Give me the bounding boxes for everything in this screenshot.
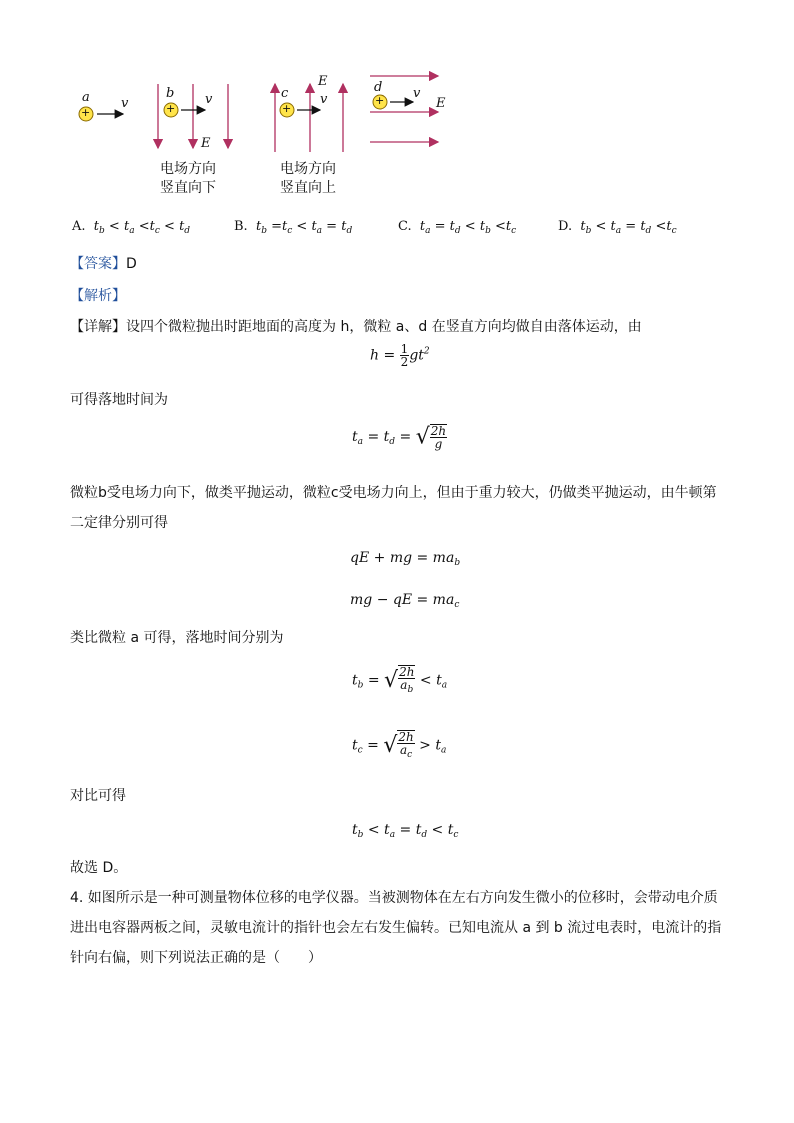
option-b[interactable] (234, 219, 352, 236)
eq2-den: g (434, 437, 443, 451)
option-c-s3: b (485, 226, 491, 236)
option-b-op1: = (266, 219, 282, 234)
option-c-t4: t (505, 219, 512, 234)
eq2-mid: t (383, 429, 390, 445)
option-a-s3: c (154, 226, 160, 236)
option-d-s2: a (615, 226, 622, 236)
analogy-line: 类比微粒 a 可得，落地时间分别为 (70, 630, 284, 646)
option-c-t2: t (449, 219, 455, 234)
eq6-den: a (399, 743, 408, 757)
option-c[interactable] (398, 219, 516, 236)
label-E-up: E (318, 74, 328, 89)
eq6-rhs: t (435, 737, 442, 754)
eq6-num: 2h (398, 730, 414, 744)
eq6-sqrt-sign: √ (383, 733, 398, 758)
para2-line2: 二定律分别可得 (70, 515, 168, 531)
q4-line1: 4. 如图所示是一种可测量物体位移的电学仪器。当被测物体在左右方向发生微小的位移时，会带动电介质 (70, 890, 718, 906)
label-d: d (374, 80, 383, 95)
eq6-lhs-sub: c (357, 745, 363, 756)
label-v-b: v (205, 92, 213, 107)
detail-text-1: 设四个微粒抛出时距地面的高度为 h，微粒 a、d 在竖直方向均做自由落体运动，由 (126, 319, 642, 335)
option-a-op2: < (134, 219, 150, 234)
detail-label: 【详解】 (70, 319, 126, 335)
eq5-den-sub: b (407, 685, 414, 695)
eq2-lhs: t (352, 429, 358, 445)
option-a-op1: < (104, 219, 124, 234)
caption-down-line2: 竖直向下 (160, 180, 216, 196)
detail-line (70, 317, 642, 337)
option-b-t2: t (281, 219, 288, 234)
option-a-s1: b (99, 226, 105, 236)
option-d-t3: t (640, 219, 646, 234)
eq2-num: 2h (430, 424, 447, 438)
option-a-t1: t (93, 219, 100, 234)
option-a-op3: < (159, 219, 180, 234)
option-c-s1: a (425, 226, 431, 236)
eq7-op3: < (427, 822, 448, 838)
label-v-a: v (121, 96, 129, 111)
option-c-op2: < (460, 219, 480, 234)
eq5-fraction (398, 665, 415, 696)
option-d-t2: t (610, 219, 616, 234)
eq7-s4: c (453, 830, 459, 840)
eq3-sub: b (454, 558, 461, 568)
equation-newton-b (350, 550, 460, 568)
eq3-text: qE + mg = ma (350, 550, 455, 566)
option-a-letter: A. (72, 219, 86, 234)
eq5-rel: < (415, 672, 437, 689)
equation-fall-time: $t_a = t_d$ = √ $\frac{2h}{g}$ (352, 424, 447, 451)
options-row (72, 219, 732, 241)
eq6-fraction (397, 730, 414, 761)
option-b-t3: t (311, 219, 317, 234)
eq2-sqrt-sign: √ (415, 424, 430, 450)
eq1-num: 1 (400, 342, 409, 356)
option-c-t1: t (419, 219, 426, 234)
eq7-t2: t (384, 822, 390, 838)
option-d-t4: t (666, 219, 672, 234)
eq7-s3: d (421, 830, 428, 840)
option-d[interactable] (558, 219, 677, 236)
equation-compare (352, 822, 458, 840)
eq5-sqrt-sign: √ (384, 668, 399, 693)
eq5-rhs-sub: a (441, 680, 448, 691)
option-d-t1: t (580, 219, 586, 234)
equation-free-fall (370, 343, 430, 368)
eq5-den-wrap (398, 679, 415, 696)
eq1-eq: = (379, 347, 400, 364)
figure-svg (70, 70, 450, 200)
label-v-d: v (413, 86, 421, 101)
eq7-t3: t (415, 822, 422, 838)
eq2-fraction (430, 424, 447, 450)
eq7-t1: t (352, 822, 358, 838)
compare-line: 对比可得 (70, 788, 126, 804)
eq1-fraction (400, 343, 410, 368)
option-a-t3: t (149, 219, 155, 234)
option-c-s4: c (511, 226, 517, 236)
option-b-op2: < (292, 219, 312, 234)
q4-line2: 进出电容器两板之间，灵敏电流计的指针也会左右发生偏转。已知电流从 a 到 b 流过电表时，电流计的指 (70, 920, 722, 936)
particle-figure (70, 70, 450, 200)
option-b-t4: t (341, 219, 347, 234)
eq5-lhs-sub: b (357, 680, 364, 691)
eq7-op2: = (395, 822, 416, 838)
plus-sign-b: + (166, 102, 176, 115)
option-d-s4: c (671, 226, 677, 236)
eq2-lhs-sub: a (357, 437, 364, 447)
label-b: b (166, 86, 175, 101)
eq6-rel: > (414, 737, 436, 754)
option-a-s2: a (129, 226, 135, 236)
eq7-t4: t (447, 822, 454, 838)
eq7-s1: b (357, 830, 364, 840)
eq5-num: 2h (399, 665, 415, 679)
option-d-letter: D. (558, 219, 573, 234)
option-c-s2: d (454, 226, 461, 236)
option-d-s3: d (645, 226, 652, 236)
analysis-label: 【解析】 (70, 288, 126, 304)
option-b-s3: a (316, 226, 323, 236)
option-c-t3: t (479, 219, 486, 234)
caption-up-line1: 电场方向 (280, 161, 336, 177)
option-c-letter: C. (398, 219, 412, 234)
eq4-text: mg − qE = ma (350, 592, 455, 608)
answer-line (70, 254, 137, 274)
equation-time-c: $t_c$ = √ $\frac{2h}{a_c}$ > $t_a$ (352, 730, 447, 760)
conclusion-line: 故选 D。 (70, 860, 128, 876)
option-a-t4: t (179, 219, 185, 234)
label-a: a (82, 90, 90, 105)
fall-time-line: 可得落地时间为 (70, 392, 168, 408)
equation-time-b: $t_b$ = √ $\frac{2h}{a_b}$ < $t_a$ (352, 665, 448, 695)
plus-sign-c: + (282, 102, 292, 115)
eq6-den-sub: c (407, 750, 413, 760)
option-b-s4: d (346, 226, 353, 236)
eq5-rhs: t (436, 672, 442, 689)
caption-down-line1: 电场方向 (160, 161, 216, 177)
option-a-s4: d (184, 226, 191, 236)
option-d-s1: b (585, 226, 592, 236)
caption-up-line2: 竖直向上 (280, 180, 336, 196)
label-c: c (281, 86, 289, 101)
option-b-t1: t (255, 219, 262, 234)
label-E-down: E (201, 136, 211, 151)
eq7-op1: < (363, 822, 385, 838)
eq5-lhs: t (352, 672, 358, 689)
option-b-s2: c (287, 226, 293, 236)
option-d-op3: < (651, 219, 667, 234)
eq4-sub: c (454, 600, 460, 610)
equation-newton-c (350, 592, 459, 610)
label-v-c: v (320, 92, 328, 107)
eq1-exp: 2 (423, 346, 430, 357)
eq1-rhs: gt (409, 347, 424, 364)
eq1-lhs: h (370, 347, 380, 364)
option-b-op3: = (322, 219, 342, 234)
eq1-den: 2 (400, 355, 409, 369)
answer-value: D (126, 256, 137, 272)
plus-sign-a: + (81, 106, 91, 119)
label-E-right: E (436, 96, 446, 111)
eq6-lhs: t (352, 737, 358, 754)
option-c-op1: = (430, 219, 450, 234)
option-d-op2: = (621, 219, 641, 234)
eq7-s2: a (389, 830, 396, 840)
eq6-den-wrap (397, 744, 414, 761)
eq6-rhs-sub: a (441, 745, 447, 756)
option-d-op1: < (591, 219, 611, 234)
caption-field-down (148, 160, 228, 198)
para2-line1: 微粒b受电场力向下，做类平抛运动，微粒c受电场力向上，但由于重力较大，仍做类平抛运动，由牛顿第 (70, 485, 717, 501)
option-b-s1: b (261, 226, 267, 236)
option-a[interactable] (72, 219, 190, 236)
option-c-op3: < (490, 219, 506, 234)
caption-field-up (268, 160, 348, 198)
eq2-mid-sub: d (389, 437, 396, 447)
eq5-den: a (400, 678, 408, 692)
plus-sign-d: + (375, 94, 385, 107)
answer-label: 【答案】 (70, 256, 126, 272)
option-b-letter: B. (234, 219, 248, 234)
q4-line3: 针向右偏，则下列说法正确的是（ ） (70, 950, 322, 966)
option-a-t2: t (123, 219, 130, 234)
